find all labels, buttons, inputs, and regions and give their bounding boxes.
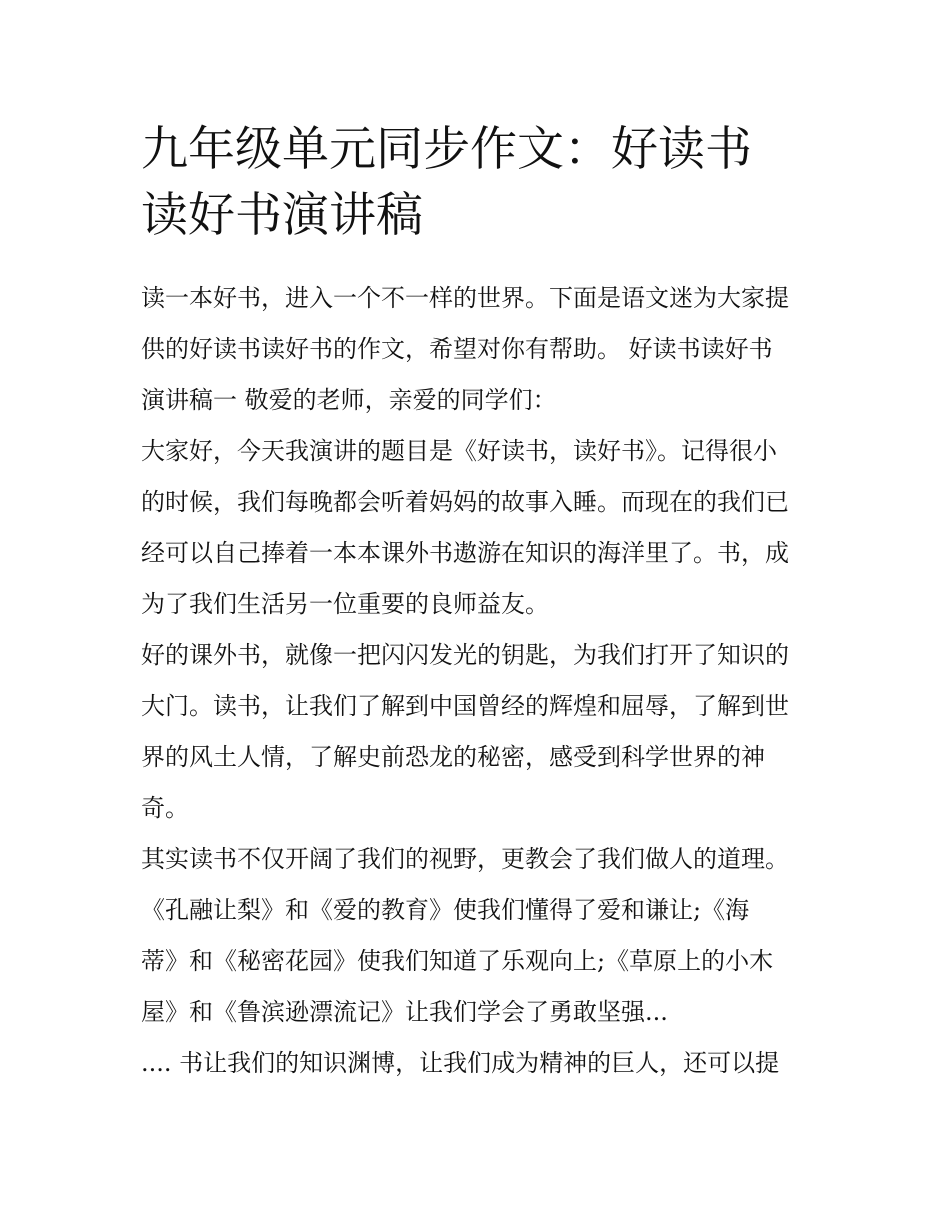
text-line: 经可以自己捧着一本本课外书遨游在知识的海洋里了。书，成 xyxy=(141,539,789,567)
document-content xyxy=(141,117,813,1089)
text-line: 蒂》和《秘密花园》使我们知道了乐观向上;《草原上的小木 xyxy=(141,947,774,975)
text-line: .... 书让我们的知识渊博，让我们成为精神的巨人，还可以提 xyxy=(141,1049,780,1077)
text-line: 其实读书不仅开阔了我们的视野，更教会了我们做人的道理。 xyxy=(141,845,789,873)
title-line-1: 九年级单元同步作文：好读书 xyxy=(141,122,752,177)
text-line: 读一本好书，进入一个不一样的世界。下面是语文迷为大家提 xyxy=(141,284,789,312)
title-line-2: 读好书演讲稿 xyxy=(141,188,423,243)
text-line: 好的课外书，就像一把闪闪发光的钥匙，为我们打开了知识的 xyxy=(141,641,789,669)
text-line: 演讲稿一 敬爱的老师，亲爱的同学们： xyxy=(141,386,557,414)
text-line: 大门。读书，让我们了解到中国曾经的辉煌和屈辱，了解到世 xyxy=(141,692,789,720)
page-title xyxy=(141,117,813,249)
text-line: 屋》和《鲁滨逊漂流记》让我们学会了勇敢坚强... xyxy=(141,998,668,1026)
text-line: 大家好，今天我演讲的题目是《好读书，读好书》。记得很小 xyxy=(141,437,777,465)
text-line: 为了我们生活另一位重要的良师益友。 xyxy=(141,590,549,618)
text-line: 界的风土人情，了解史前恐龙的秘密，感受到科学世界的神 xyxy=(141,743,765,771)
body-text xyxy=(141,273,813,1089)
text-line: 《孔融让梨》和《爱的教育》使我们懂得了爱和谦让;《海 xyxy=(141,896,750,924)
text-line: 奇。 xyxy=(141,794,189,822)
text-line: 供的好读书读好书的作文，希望对你有帮助。 好读书读好书 xyxy=(141,335,773,363)
text-line: 的时候，我们每晚都会听着妈妈的故事入睡。而现在的我们已 xyxy=(141,488,789,516)
